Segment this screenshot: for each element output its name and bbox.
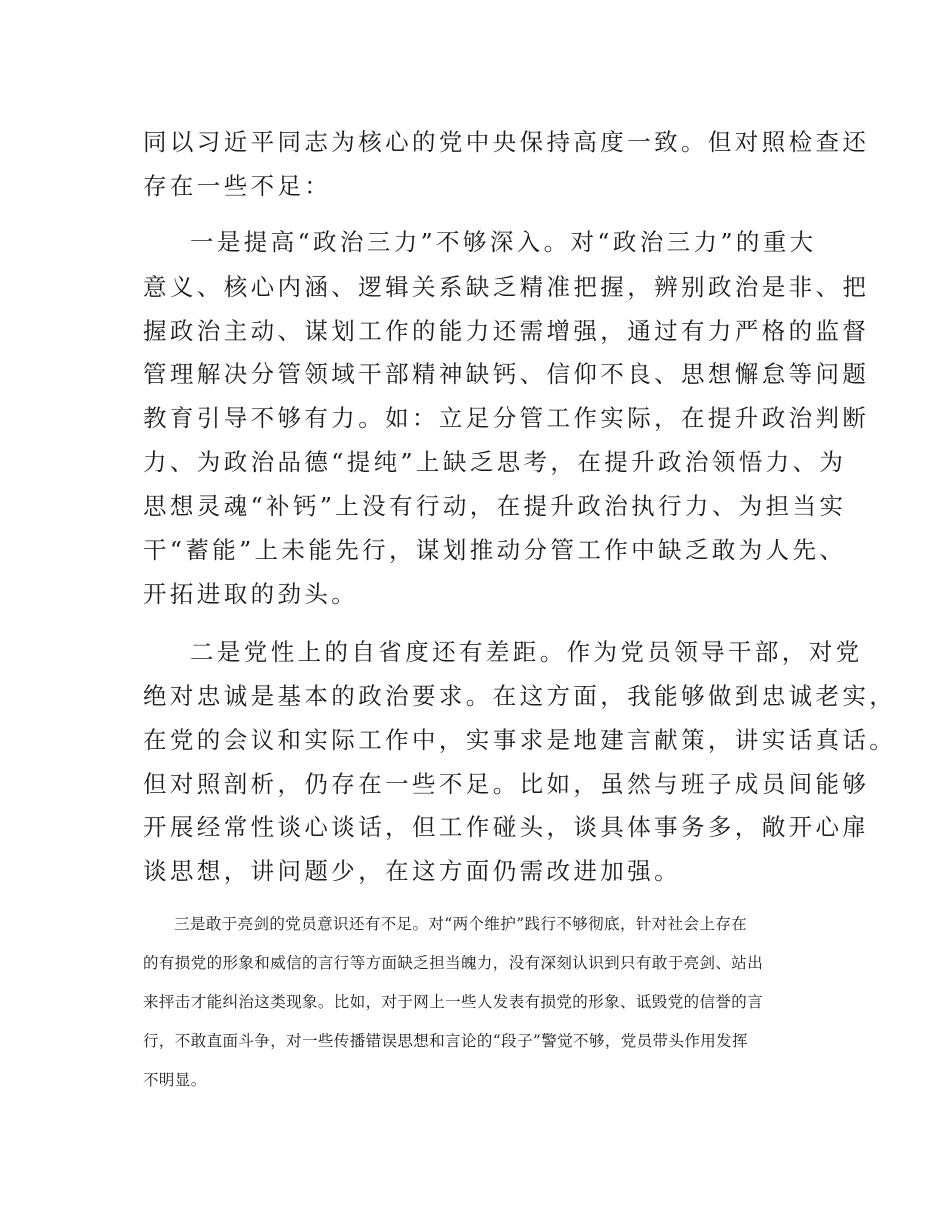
para2-line-5: 开展经常性谈心谈话，但工作碰头，谈具体事务多，敞开心扉 <box>143 813 870 841</box>
para1-line-8: 干“蓄能”上未能先行，谋划推动分管工作中缺乏敢为人先、 <box>143 536 847 564</box>
para3-line-1: 三是敢于亮剑的党员意识还有不足。对“两个维护”践行不够彻底，针对社会上存在 <box>174 915 748 933</box>
para1-line-9: 开拓进取的劲头。 <box>143 580 359 608</box>
para3-line-4: 行，不敢直面斗争，对一些传播错误思想和言论的“段子”警觉不够，党员带头作用发挥 <box>143 1032 748 1050</box>
para1-line-2: 意义、核心内涵、逻辑关系缺乏精准把握，辨别政治是非、把 <box>143 273 870 301</box>
para2-line-3: 在党的会议和实际工作中，实事求是地建言献策，讲实话真话。 <box>143 726 897 754</box>
para3-line-5: 不明显。 <box>143 1071 207 1089</box>
para1-line-3: 握政治主动、谋划工作的能力还需增强，通过有力严格的监督 <box>143 317 870 345</box>
para1-line-4: 管理解决分管领域干部精神缺钙、信仰不良、思想懈怠等问题 <box>143 360 870 388</box>
para3-line-2: 的有损党的形象和威信的言行等方面缺乏担当魄力，没有深刻认识到只有敢于亮剑、站出 <box>143 954 764 972</box>
para3-line-3: 来抨击才能纠治这类现象。比如，对于网上一些人发表有损党的形象、诋毁党的信誉的言 <box>143 993 764 1011</box>
intro-line-2: 存在一些不足： <box>143 172 332 200</box>
para1-line-5: 教育引导不够有力。如：立足分管工作实际，在提升政治判断 <box>143 404 870 432</box>
intro-line-1: 同以习近平同志为核心的党中央保持高度一致。但对照检查还 <box>143 128 870 156</box>
para2-line-6: 谈思想，讲问题少，在这方面仍需改进加强。 <box>143 857 681 885</box>
para1-line-6: 力、为政治品德“提纯”上缺乏思考，在提升政治领悟力、为 <box>143 448 847 476</box>
para1-line-7: 思想灵魂“补钙”上没有行动，在提升政治执行力、为担当实 <box>143 492 847 520</box>
para2-line-1: 二是党性上的自省度还有差距。作为党员领导干部，对党 <box>190 638 863 666</box>
para2-line-4: 但对照剖析，仍存在一些不足。比如，虽然与班子成员间能够 <box>143 770 870 798</box>
para1-line-1: 一是提高“政治三力”不够深入。对“政治三力”的重大 <box>190 228 817 256</box>
para2-line-2: 绝对忠诚是基本的政治要求。在这方面，我能够做到忠诚老实， <box>143 682 897 710</box>
